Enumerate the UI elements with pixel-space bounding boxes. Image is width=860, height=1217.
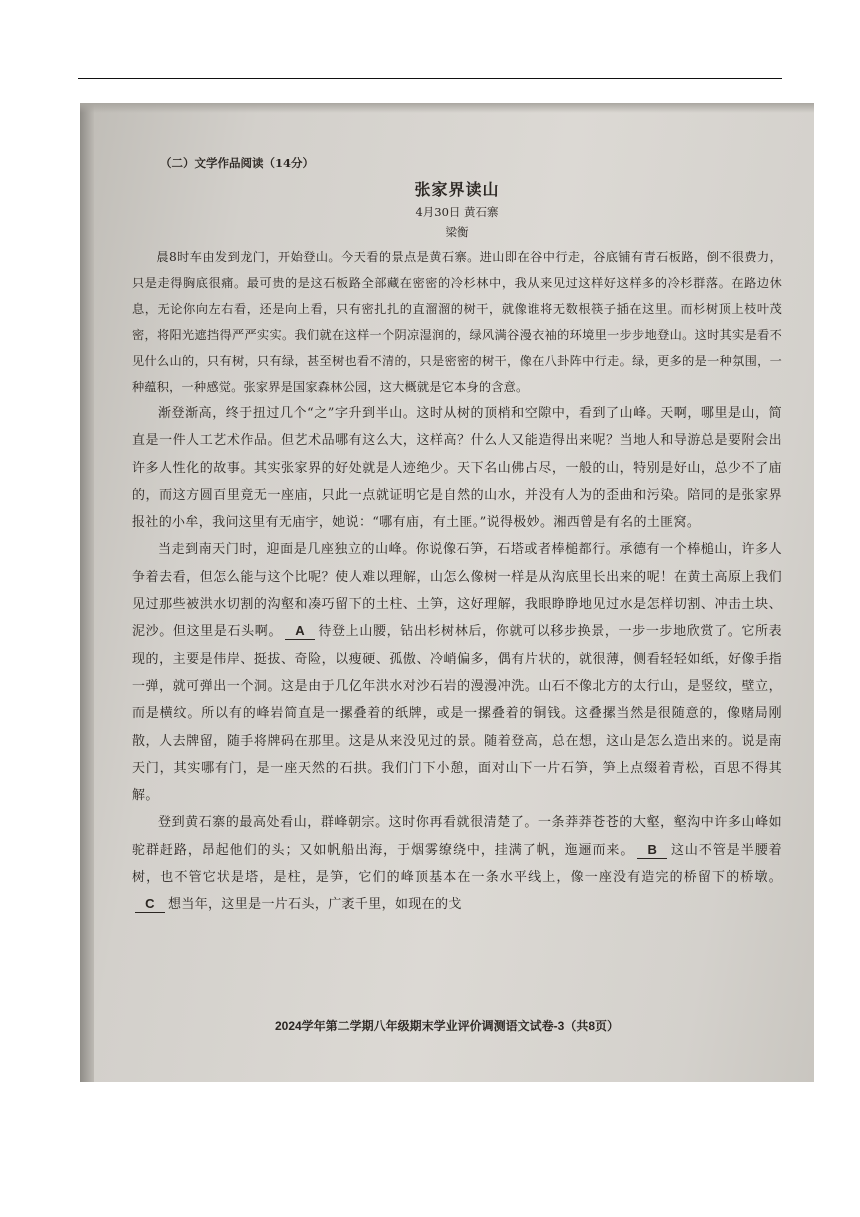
- blank-a: A: [285, 623, 315, 640]
- blank-b: B: [637, 842, 667, 859]
- exam-page-content: [132, 155, 782, 919]
- article-title: 张家界读山: [414, 180, 500, 199]
- paragraph-3-part-1: 当走到南天门时，迎面是几座独立的山峰。你说像石笋，石塔或者棒槌都行。承德有一个棒槌山，许多人争着去看，但怎么能与这个比呢？使人难以理解，山怎么像树一样是从沟底里长出来的呢！在黄土高原上我们见过那些被洪水切割的沟壑和凑巧留下的土柱、土笋，这好理解，我眼睁睁地见过水是怎样切割、冲击土块、泥沙。但这里是石头啊。: [132, 542, 782, 640]
- header-rule: [78, 78, 782, 79]
- paragraph-4-part-2: 这山不管是半腰着树，也不管它状是塔，是柱，是笋，它们的峰顶基本在一条水平线上，像一座没有造完的桥留下的桥墩。: [132, 842, 782, 886]
- paragraph-4-part-1: 登到黄石寨的最高处看山，群峰朝宗。这时你再看就很清楚了。一条莽莽苍苍的大壑，壑沟中许多山峰如驼群赶路，昂起他们的头；又如帆船出海，于烟雾缭绕中，挂满了帆，迤逦而来。: [132, 815, 782, 858]
- paragraph-2: 渐登渐高，终于扭过几个“之”字升到半山。这时从树的顶梢和空隙中，看到了山峰。天啊，哪里是山，简直是一件人工艺术作品。但艺术品哪有这么大，这样高？什么人又能造得出来呢？当地人和导游总是要附会出许多人性化的故事。其实张家界的好处就是人迹绝少。天下名山佛占尽，一般的山，特别是好山，总少不了庙的，而这方圆百里竟无一座庙，只此一点就证明它是自然的山水，并没有人为的歪曲和污染。陪同的是张家界报社的小牟，我问这里有无庙宇，她说：“哪有庙，有土匪。”说得极妙。湘西曾是有名的土匪窝。: [132, 406, 782, 531]
- paragraph-3: [132, 536, 782, 809]
- photo-shadow-top: [80, 103, 814, 113]
- paragraph-4-part-3: 想当年，这里是一片石头，广袤千里，如现在的戈: [168, 897, 462, 913]
- scanned-page-photo: [80, 103, 814, 1082]
- article-date-place: 4月30日 黄石寨: [415, 205, 499, 219]
- paragraph-1: 晨8时车由发到龙门，开始登山。今天看的景点是黄石寨。进山即在谷中行走，谷底铺有青石板路，倒不很费力，只是走得胸底很痛。最可贵的是这石板路全部藏在密密的冷杉林中，我从来见过这样好这样多的冷杉群落。在路边休息，无论你向左右看，还是向上看，只有密扎扎的直溜溜的树干，就像谁将无数根筷子插在这里。而杉树顶上枝叶茂密，将阳光遮挡得严严实实。我们就在这样一个阴凉湿润的，绿风满谷漫衣袖的环境里一步步地登山。这时其实是看不见什么山的，只有树，只有绿，甚至树也看不清的，只是密密的树干，像在八卦阵中行走。绿，更多的是一种氛围，一种蕴积，一种感觉。张家界是国家森林公园，这大概就是它本身的含意。: [132, 250, 782, 394]
- photo-shadow-left: [80, 103, 94, 1082]
- page-footer: 2024学年第二学期八年级期末学业评价调测语文试卷-3（共8页）: [274, 1019, 620, 1033]
- paragraph-3-part-2: 待登上山腰，钻出杉树林后，你就可以移步换景，一步一步地欣赏了。它所表现的，主要是伟岸、挺拔、奇险，以瘦硬、孤傲、冷峭偏多，偶有片状的，就很薄，侧看轻轻如纸，好像手指一弹，就可弹出一个洞。这是由于几亿年洪水对沙石岩的漫漫冲洗。山石不像北方的太行山，是竖纹，壁立，而是横纹。所以有的峰岩简直是一摞叠着的纸牌，或是一摞叠着的铜钱。这叠摞当然是很随意的，像赌局刚散，人去牌留，随手将牌码在那里。这是从来没见过的景。随着登高，总在想，这山是怎么造出来的。说是南天门，其实哪有门，是一座天然的石拱。我们门下小憩，面对山下一片石笋，笋上点缀着青松，百思不得其解。: [132, 624, 782, 804]
- article-author: 梁衡: [445, 225, 469, 239]
- blank-c: C: [135, 896, 165, 913]
- paragraph-4: [132, 809, 782, 918]
- section-heading: （二）文学作品阅读（14分）: [160, 156, 315, 170]
